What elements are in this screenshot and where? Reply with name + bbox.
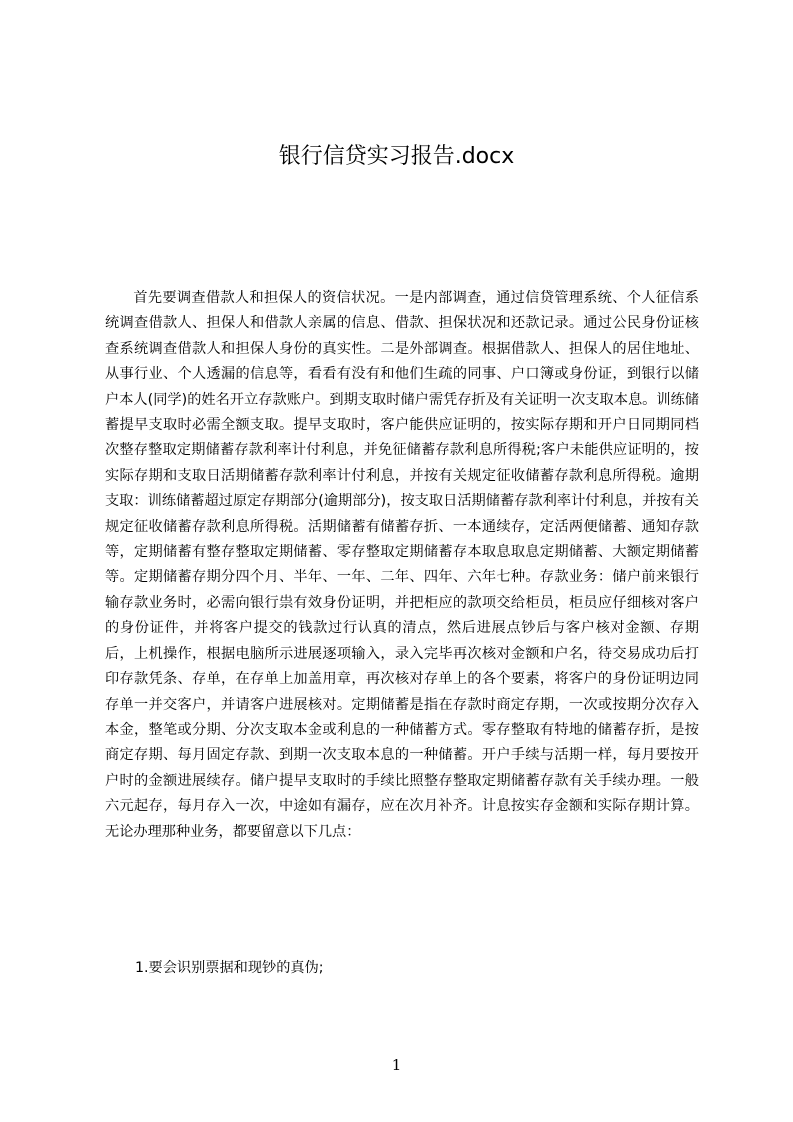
body-paragraph: 首先要调查借款人和担保人的资信状况。一是内部调查，通过信贷管理系统、个人征信系统调查借款人、担保人和借款人亲属的信息、借款、担保状况和还款记录。通过公民身份证核查系统调查借款人和担保人身份的真实性。二是外部调查。根据借款人、担保人的居住地址、从事行业、个人透漏的信息等，看看有没有和他们生疏的同事、户口簿或身份证，到银行以储户本人(同学)的姓名开立存款账户。到期支取时储户需凭存折及有关证明一次支取本息。训练储蓄提早支取时必需全额支取。提早支取时，客户能供应证明的，按实际存期和开户日同期同档次整存整取定期储蓄存款利率计付利息，并免征储蓄存款利息所得税;客户未能供应证明的，按实际存期和支取日活期储蓄存款利率计付利息，并按有关规定征收储蓄存款利息所得税。逾期支取：训练储蓄超过原定存期部分(逾期部分)，按支取日活期储蓄存款利率计付利息，并按有关规定征收储蓄存款利息所得税。活期储蓄有储蓄存折、一本通续存，定活两便储蓄、通知存款等，定期储蓄有整存整取定期储蓄、零存整取定期储蓄存本取息取息定期储蓄、大额定期储蓄等。定期储蓄存期分四个月、半年、一年、二年、四年、六年七种。存款业务：储户前来银行输存款业务时，必需向银行祟有效身份证明，并把柜应的款项交给柜员，柜员应仔细核对客户的身份证件，并将客户提交的钱款过行认真的清点，然后进展点钞后与客户核对金额、存期后，上机操作，根据电脑所示进展逐项输入，录入完毕再次核对金额和户名，待交易成功后打印存款凭条、存单，在存单上加盖用章，再次核对存单上的各个要素，将客户的身份证明边同存单一并交客户，并请客户进展核对。定期储蓄是指在存款时商定存期，一次或按期分次存入本金，整笔或分期、分次支取本金或利息的一种储蓄方式。零存整取有特地的储蓄存折，是按商定存期、每月固定存款、到期一次支取本息的一种储蓄。开户手续与活期一样，每月要按开户时的金额进展续存。储户提早支取时的手续比照整存整取定期储蓄存款有关手续办理。一般六元起存，每月存入一次，中途如有漏存，应在次月补齐。计息按实存金额和实际存期计算。无论办理那种业务，都要留意以下几点： (105, 290, 699, 840)
document-title: 银行信贷实习报告.docx (278, 144, 515, 169)
list-item: 1.要会识别票据和现钞的真伪; (135, 960, 324, 976)
page-number: 1 (391, 1056, 402, 1074)
